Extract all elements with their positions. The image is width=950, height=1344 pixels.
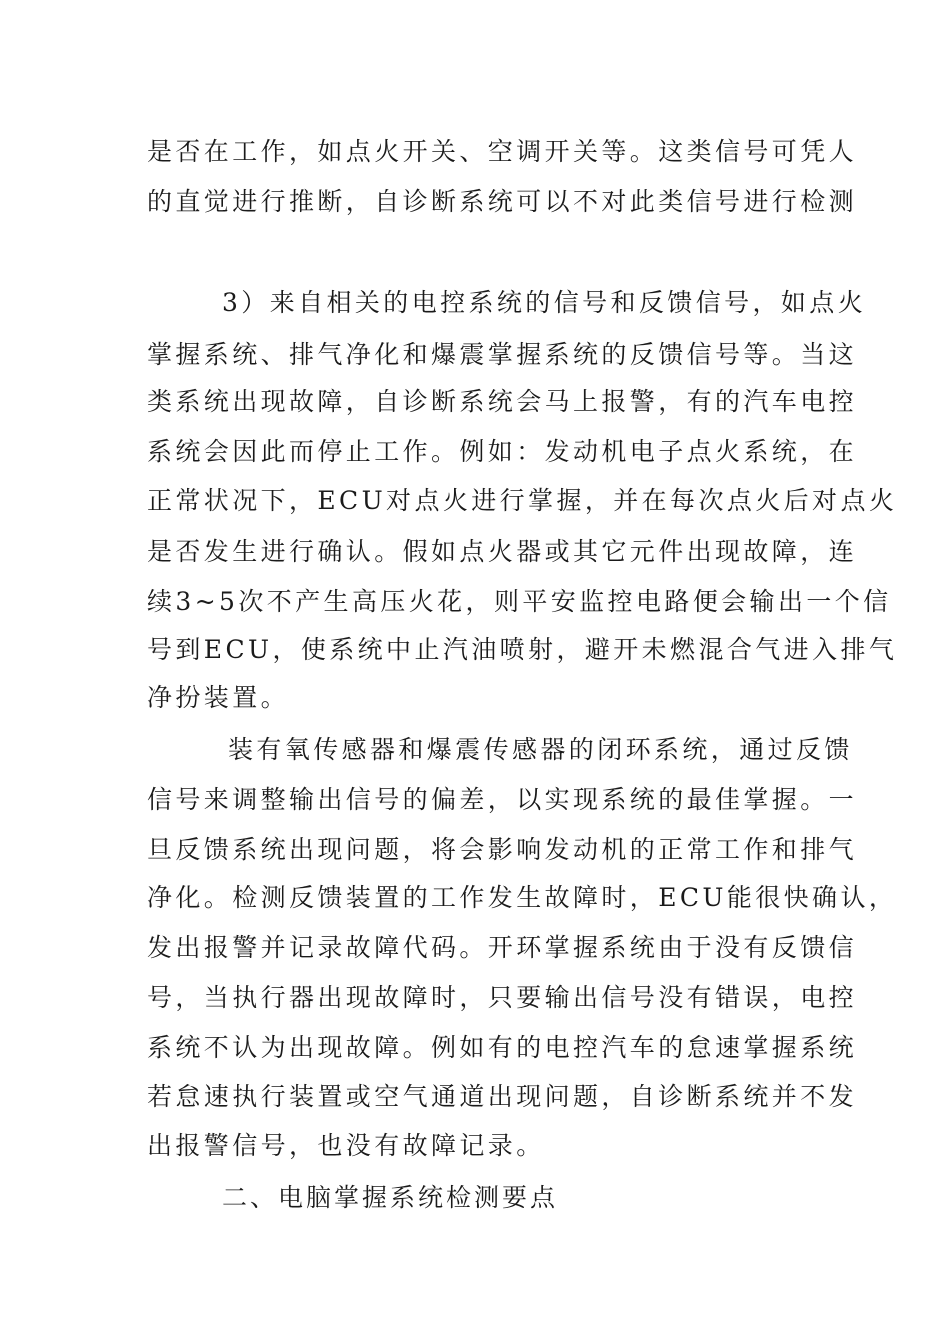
text-line: 号到ECU，使系统中止汽油喷射，避开未燃混合气进入排气 xyxy=(147,635,898,664)
text-line: 3）来自相关的电控系统的信号和反馈信号，如点火 xyxy=(222,288,867,317)
text-line: 发出报警并记录故障代码。开环掌握系统由于没有反馈信 xyxy=(147,933,858,962)
text-line: 续3~5次不产生高压火花，则平安监控电路便会输出一个信 xyxy=(147,587,892,616)
text-line: 系统会因此而停止工作。例如：发动机电子点火系统，在 xyxy=(147,437,858,466)
text-line: 装有氧传感器和爆震传感器的闭环系统，通过反馈 xyxy=(228,735,853,764)
text-line: 旦反馈系统出现问题，将会影响发动机的正常工作和排气 xyxy=(147,835,858,864)
text-line: 信号来调整输出信号的偏差，以实现系统的最佳掌握。一 xyxy=(147,785,858,814)
text-line: 若怠速执行装置或空气通道出现问题，自诊断系统并不发 xyxy=(147,1082,858,1111)
section-heading: 二、电脑掌握系统检测要点 xyxy=(222,1183,559,1212)
text-line: 出报警信号，也没有故障记录。 xyxy=(147,1131,545,1160)
text-line: 净扮装置。 xyxy=(147,683,290,712)
text-line: 是否在工作，如点火开关、空调开关等。这类信号可凭人 xyxy=(147,137,858,166)
text-line: 号，当执行器出现故障时，只要输出信号没有错误，电控 xyxy=(147,983,858,1012)
text-line: 是否发生进行确认。假如点火器或其它元件出现故障，连 xyxy=(147,537,858,566)
text-line: 正常状况下，ECU对点火进行掌握，并在每次点火后对点火 xyxy=(147,486,898,515)
text-line: 掌握系统、排气净化和爆震掌握系统的反馈信号等。当这 xyxy=(147,340,858,369)
text-line: 净化。检测反馈装置的工作发生故障时，ECU能很快确认， xyxy=(147,883,898,912)
text-line: 系统不认为出现故障。例如有的电控汽车的怠速掌握系统 xyxy=(147,1033,858,1062)
text-line: 的直觉进行推断，自诊断系统可以不对此类信号进行检测 xyxy=(147,187,858,216)
text-line: 类系统出现故障，自诊断系统会马上报警，有的汽车电控 xyxy=(147,387,858,416)
